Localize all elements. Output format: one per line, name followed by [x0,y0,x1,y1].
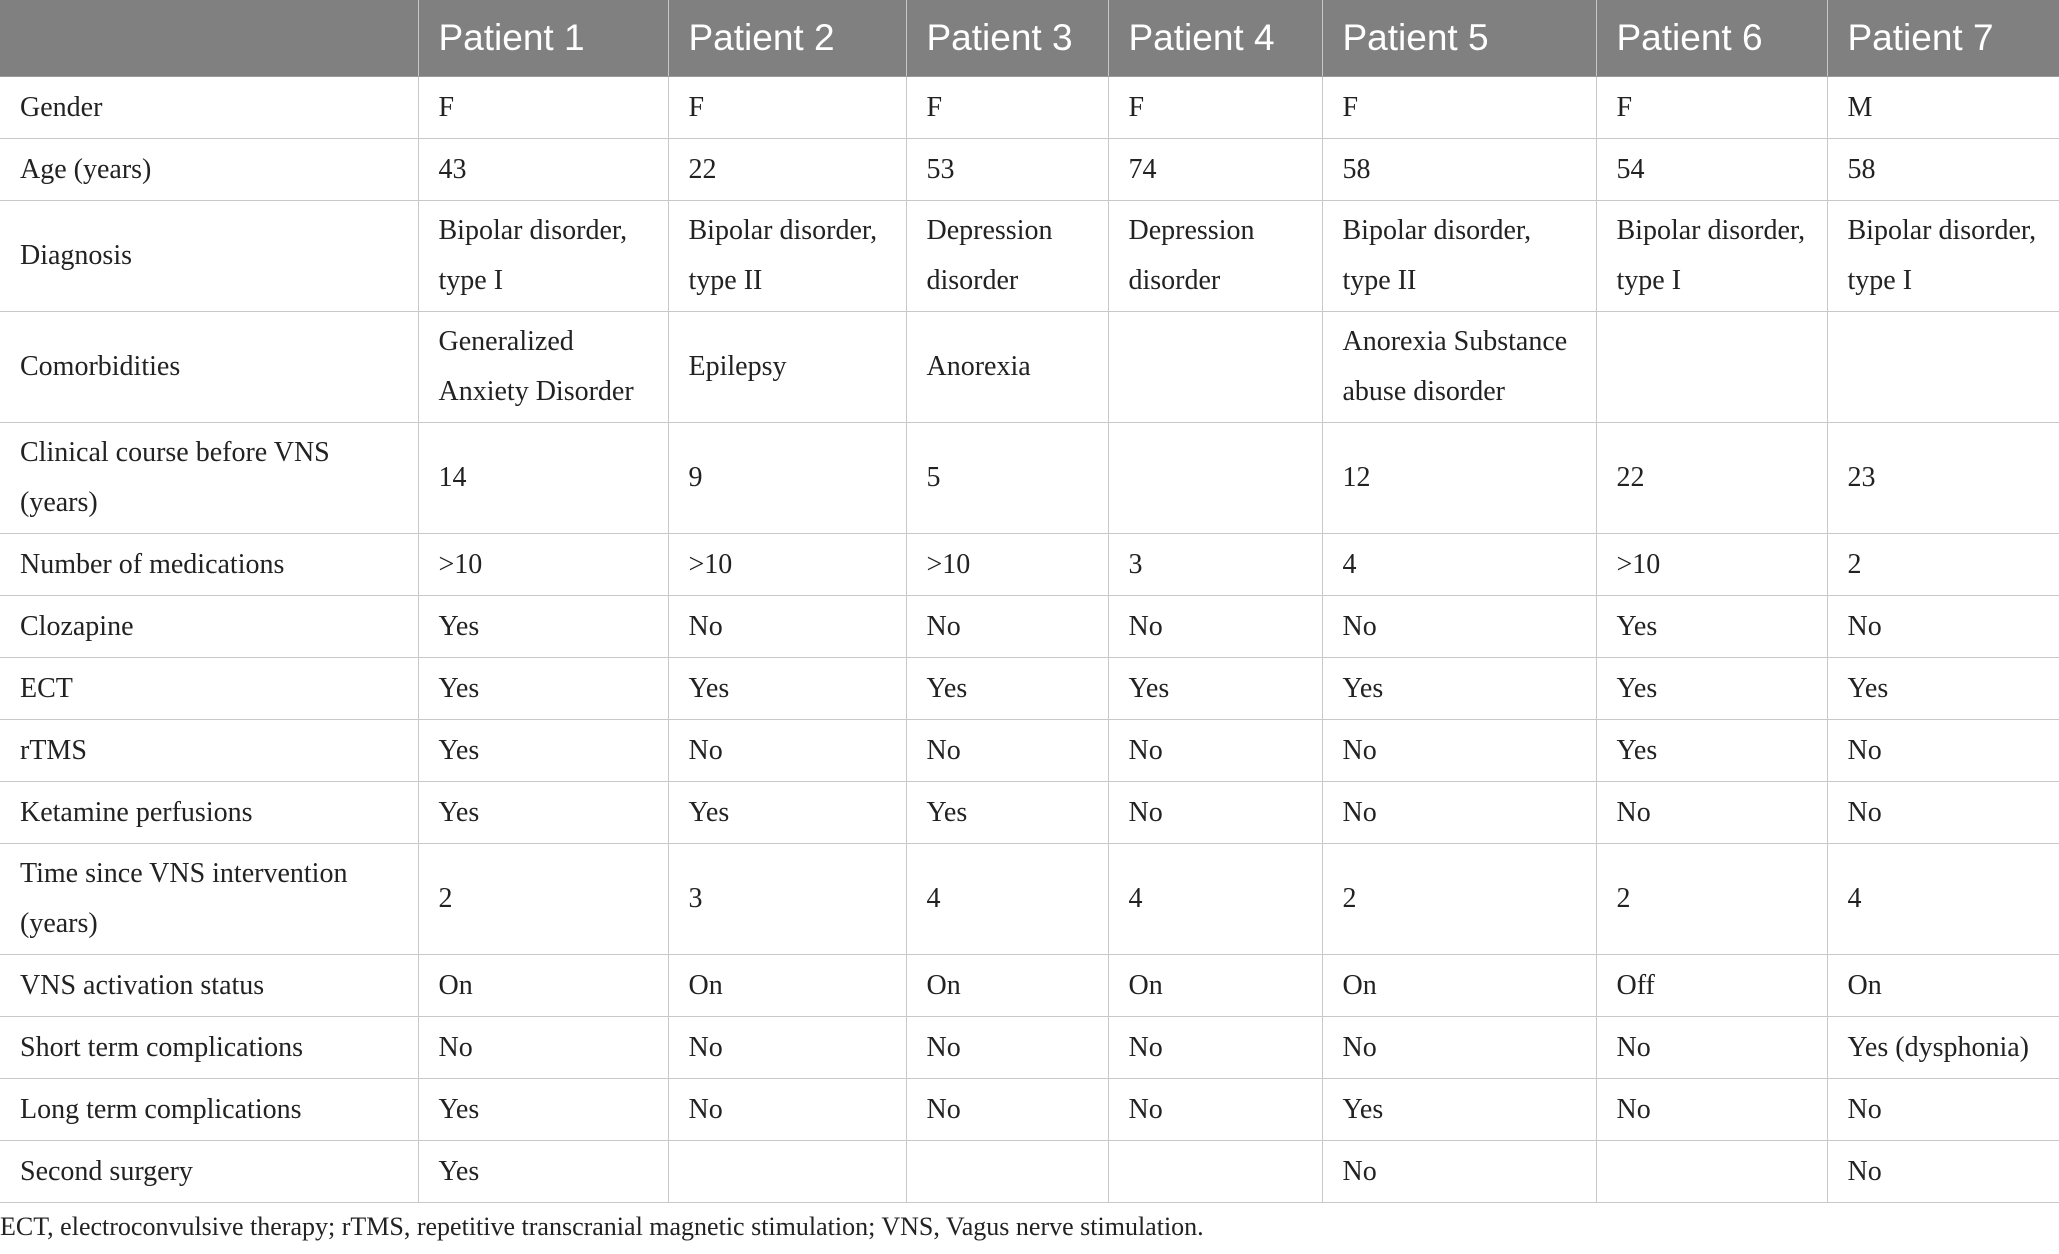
table-row [0,782,2059,844]
cell-value: No [1342,796,1377,828]
table-cell [906,955,1108,1017]
table-cell [1596,955,1827,1017]
table-cell [1108,658,1322,720]
cell-value: 2 [1847,548,1862,580]
cell-value: 5 [926,462,941,493]
table-cell [668,782,906,844]
cell-value: Off [1616,969,1655,1001]
cell-value: Yes [1128,672,1170,704]
cell-value: No [926,1093,961,1125]
row-label-cell [0,1079,418,1141]
cell-value: No [1342,734,1377,766]
table-row [0,844,2059,955]
cell-value: On [1128,969,1163,1001]
table-cell [1596,77,1827,139]
cell-value: Yes [1342,1093,1384,1125]
cell-value: Yes [1342,672,1384,704]
row-label: VNS activation status [20,969,265,1001]
table-cell [1827,955,2059,1017]
cell-value: 4 [1128,883,1143,914]
table-cell [418,534,668,596]
header-row [0,0,2059,77]
table-cell [1596,844,1827,955]
table-cell [906,534,1108,596]
cell-value: No [926,734,961,766]
header-cell-patient-5: Patient 5 [1322,0,1596,77]
row-label: Age (years) [20,153,152,185]
cell-value: 12 [1342,462,1371,493]
table-cell [1108,720,1322,782]
table-row [0,534,2059,596]
table-cell [906,201,1108,312]
row-label: Time since VNS intervention (years) [20,858,348,939]
cell-value: No [688,734,723,766]
row-label-cell [0,844,418,955]
cell-value: F [688,91,705,123]
table-cell [668,844,906,955]
header-cell-patient-6: Patient 6 [1596,0,1827,77]
cell-value: Yes [1616,610,1658,642]
table-cell [418,139,668,201]
table-cell [1827,844,2059,955]
cell-value: Bipolar disorder, type I [438,215,628,296]
table-cell [906,1079,1108,1141]
cell-value: 54 [1616,153,1645,185]
cell-value: No [438,1031,473,1063]
table-footnote: ECT, electroconvulsive therapy; rTMS, repetitive transcranial magnetic stimulation; VNS, Vagus nerve stimulation. [0,1212,1204,1241]
cell-value: No [688,1031,723,1063]
table-cell [418,1141,668,1203]
header-cell-patient-4: Patient 4 [1108,0,1322,77]
table-cell [906,720,1108,782]
table-cell [1596,201,1827,312]
table-cell [418,1079,668,1141]
row-label: Long term complications [20,1093,302,1125]
cell-value: Anorexia [926,351,1031,382]
cell-value: No [1847,796,1882,828]
table-cell [668,77,906,139]
table-row [0,658,2059,720]
table-cell [1108,596,1322,658]
table-cell [668,312,906,423]
cell-value: 3 [1128,548,1143,580]
table-cell [1827,658,2059,720]
cell-value: On [438,969,473,1001]
cell-value: F [926,91,943,123]
cell-value: 2 [1342,883,1357,914]
row-label-cell [0,534,418,596]
row-label: ECT [20,672,73,704]
cell-value: F [1128,91,1145,123]
table-row [0,955,2059,1017]
table-cell [668,1141,906,1203]
cell-value: No [1847,1155,1882,1187]
row-label-cell [0,658,418,720]
table-cell [1596,312,1827,423]
row-label-cell [0,312,418,423]
cell-value: 3 [688,883,703,914]
row-label: Diagnosis [20,240,132,271]
table-body [0,77,2059,1203]
cell-value: Epilepsy [688,351,787,382]
cell-value: >10 [926,548,971,580]
table-cell [1322,782,1596,844]
table-cell [1108,844,1322,955]
table-cell [1827,596,2059,658]
table-cell [1108,77,1322,139]
cell-value: 9 [688,462,703,493]
cell-value: No [1847,1093,1882,1125]
cell-value: 2 [1616,883,1631,914]
table-row [0,201,2059,312]
row-label: Number of medications [20,548,285,580]
table-cell [1108,201,1322,312]
table-cell [668,201,906,312]
cell-value: 4 [926,883,941,914]
cell-value: No [1128,1093,1163,1125]
cell-value: No [1342,1155,1377,1187]
table-cell [1108,1141,1322,1203]
cell-value: On [688,969,723,1001]
row-label: Short term complications [20,1031,304,1063]
table-cell [906,782,1108,844]
table-cell [1827,534,2059,596]
cell-value: 58 [1847,153,1876,185]
cell-value: No [1616,1093,1651,1125]
table-cell [906,139,1108,201]
cell-value: 4 [1342,548,1357,580]
table-cell [1108,1017,1322,1079]
cell-value: Yes [926,672,968,704]
table-cell [1322,1017,1596,1079]
table-cell [1322,139,1596,201]
table-cell [418,955,668,1017]
table-cell [668,1017,906,1079]
table-row [0,423,2059,534]
header-cell-patient-1: Patient 1 [418,0,668,77]
table-cell [906,1141,1108,1203]
cell-value: >10 [1616,548,1661,580]
row-label-cell [0,782,418,844]
cell-value: Generalized Anxiety Disorder [438,326,634,407]
cell-value: No [1342,1031,1377,1063]
cell-value: Bipolar disorder, type II [688,215,878,296]
table-cell [1827,423,2059,534]
cell-value: Bipolar disorder, type I [1616,215,1806,296]
table-cell [668,423,906,534]
cell-value: On [1847,969,1882,1001]
table-row [0,596,2059,658]
row-label-cell [0,1141,418,1203]
row-label-cell [0,77,418,139]
cell-value: F [438,91,455,123]
table-cell [1827,720,2059,782]
cell-value: M [1847,91,1873,123]
table-cell [906,1017,1108,1079]
table-cell [1322,312,1596,423]
table-cell [1322,77,1596,139]
row-label-cell [0,139,418,201]
table-cell [418,312,668,423]
table-cell [1827,201,2059,312]
table-cell [668,658,906,720]
header-cell-patient-2: Patient 2 [668,0,906,77]
table-cell [1108,955,1322,1017]
cell-value: Yes [438,1093,480,1125]
cell-value: On [926,969,961,1001]
table-cell [1322,844,1596,955]
table-cell [1108,139,1322,201]
table-cell [418,720,668,782]
table-cell [1322,1079,1596,1141]
cell-value: No [1342,610,1377,642]
row-label-cell [0,720,418,782]
table-cell [418,844,668,955]
table-row [0,1079,2059,1141]
cell-value: Depression disorder [1128,215,1255,296]
cell-value: F [1616,91,1633,123]
table-cell [906,77,1108,139]
row-label: Clinical course before VNS (years) [20,437,330,518]
cell-value: Yes [688,796,730,828]
cell-value: Bipolar disorder, type I [1847,215,2037,296]
table-row [0,139,2059,201]
table-cell [1322,534,1596,596]
table-cell [668,720,906,782]
cell-value: >10 [438,548,483,580]
table-cell [1596,782,1827,844]
table-header [0,0,2059,77]
table-cell [418,77,668,139]
table-cell [668,139,906,201]
header-cell-patient-3: Patient 3 [906,0,1108,77]
row-label: Clozapine [20,610,134,642]
table-cell [1596,720,1827,782]
cell-value: No [1128,796,1163,828]
table-cell [668,1079,906,1141]
cell-value: No [1128,1031,1163,1063]
cell-value: 58 [1342,153,1371,185]
cell-value: Yes [926,796,968,828]
header-cell-blank [0,0,418,77]
cell-value: Yes [688,672,730,704]
cell-value: 22 [688,153,717,185]
table-cell [668,534,906,596]
table-cell [1596,596,1827,658]
table-cell [1322,423,1596,534]
cell-value: No [926,610,961,642]
row-label-cell [0,596,418,658]
table-cell [1827,782,2059,844]
row-label: Ketamine perfusions [20,796,253,828]
row-label-cell [0,423,418,534]
table-row [0,720,2059,782]
table-cell [1596,139,1827,201]
cell-value: Depression disorder [926,215,1053,296]
table-cell [668,596,906,658]
table-row [0,1141,2059,1203]
cell-value: 2 [438,883,453,914]
table-cell [418,658,668,720]
cell-value: 22 [1616,462,1645,493]
table-row [0,312,2059,423]
cell-value: Yes [438,610,480,642]
table-cell [1322,596,1596,658]
table-cell [1322,1141,1596,1203]
row-label: Second surgery [20,1155,193,1187]
cell-value: 53 [926,153,955,185]
cell-value: 23 [1847,462,1876,493]
table-cell [1322,658,1596,720]
cell-value: Yes [1847,672,1889,704]
table-cell [1596,658,1827,720]
cell-value: Yes [1616,734,1658,766]
cell-value: No [688,610,723,642]
cell-value: No [1616,796,1651,828]
table-cell [418,782,668,844]
cell-value: Anorexia Substance abuse disorder [1342,326,1568,407]
cell-value: Yes (dysphonia) [1847,1031,2029,1063]
cell-value: No [1847,734,1882,766]
cell-value: Yes [438,734,480,766]
table-cell [1108,1079,1322,1141]
cell-value: No [1847,610,1882,642]
table-cell [1108,534,1322,596]
cell-value: On [1342,969,1377,1001]
cell-value: No [1616,1031,1651,1063]
table-cell [1108,423,1322,534]
cell-value: No [1128,734,1163,766]
table-cell [1322,720,1596,782]
cell-value: No [688,1093,723,1125]
cell-value: 4 [1847,883,1862,914]
cell-value: 74 [1128,153,1157,185]
table-cell [668,955,906,1017]
table-cell [1596,534,1827,596]
table-cell [906,596,1108,658]
cell-value: Yes [438,672,480,704]
table-cell [1322,201,1596,312]
table-cell [1596,1017,1827,1079]
table-cell [418,201,668,312]
cell-value: >10 [688,548,733,580]
table-cell [1596,423,1827,534]
table-cell [1827,1141,2059,1203]
table-cell [1596,1141,1827,1203]
cell-value: Yes [438,1155,480,1187]
cell-value: 14 [438,462,467,493]
row-label-cell [0,955,418,1017]
table-cell [1827,1017,2059,1079]
table-cell [418,423,668,534]
cell-value: Yes [1616,672,1658,704]
table-cell [418,596,668,658]
table-cell [1108,782,1322,844]
header-cell-patient-7: Patient 7 [1827,0,2059,77]
table-cell [1322,955,1596,1017]
cell-value: No [926,1031,961,1063]
table-row [0,1017,2059,1079]
row-label: rTMS [20,734,87,766]
row-label: Comorbidities [20,351,181,382]
table-cell [1827,312,2059,423]
table-cell [906,312,1108,423]
row-label: Gender [20,91,103,123]
table-cell [418,1017,668,1079]
table-row [0,77,2059,139]
row-label-cell [0,201,418,312]
cell-value: Yes [438,796,480,828]
table-cell [1596,1079,1827,1141]
table-cell [1827,1079,2059,1141]
row-label-cell [0,1017,418,1079]
cell-value: 43 [438,153,467,185]
cell-value: F [1342,91,1359,123]
table-cell [906,844,1108,955]
table-cell [906,423,1108,534]
table-cell [1108,312,1322,423]
table-cell [906,658,1108,720]
cell-value: Bipolar disorder, type II [1342,215,1532,296]
table-cell [1827,139,2059,201]
table-cell [1827,77,2059,139]
cell-value: No [1128,610,1163,642]
